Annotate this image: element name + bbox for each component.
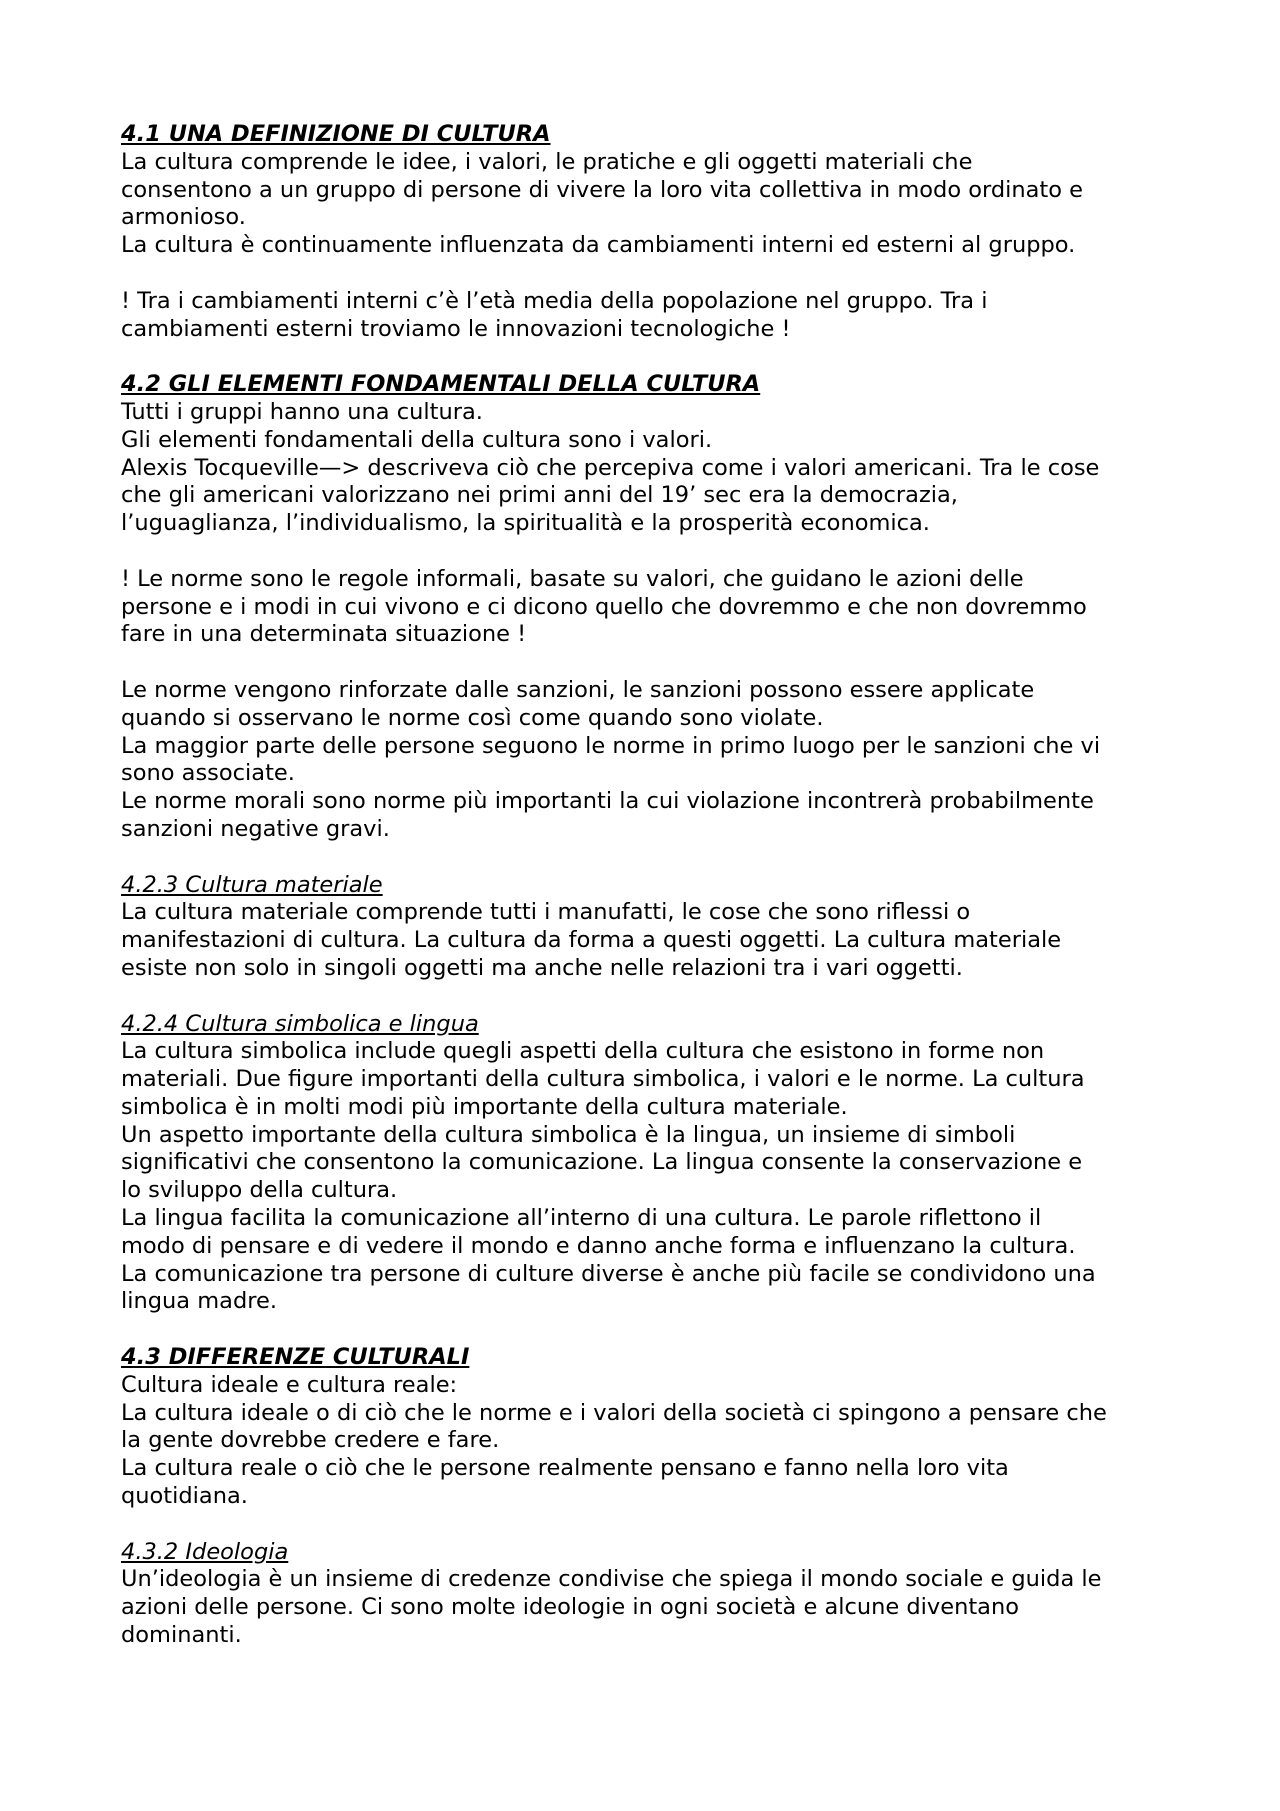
- spacer: [121, 983, 1181, 1011]
- paragraph-4-2-3: La cultura materiale comprende tutti i manufatti, le cose che sono riflessi o manifestazioni di cultura. La cultura da forma a questi oggetti. La cultura materiale esiste non solo in singoli oggetti ma anche nelle relazioni tra i vari oggetti.: [121, 899, 1062, 981]
- paragraph-4-2-values: Tutti i gruppi hanno una cultura. Gli elementi fondamentali della cultura sono i valori. Alexis Tocqueville—> descriveva ciò che percepiva come i valori americani. Tra le cose che gli americani valorizzano nei primi anni del 19’ sec era la democrazia, l’uguaglianza, l’individualismo, la spiritualità e la prosperità economica.: [121, 398, 1100, 537]
- spacer: [121, 1316, 1181, 1344]
- paragraph-4-2-4: La cultura simbolica include quegli aspetti della cultura che esistono in forme non materiali. Due figure importanti della cultura simbolica, i valori e le norme. La cultura simbolica è in molti modi più importante della cultura materiale. Un aspetto importante della cultura simbolica è la lingua, un insieme di simboli significativi che consentono la comunicazione. La lingua consente la conservazione e lo sviluppo della cultura. La lingua facilita la comunicazione all’interno di una cultura. Le parole riflettono il modo di pensare e di vedere il mondo e danno anche forma e influenzano la cultura. La comunicazione tra persone di culture diverse è anche più facile se condividono una lingua madre.: [121, 1038, 1096, 1315]
- spacer: [121, 1511, 1181, 1539]
- document-content: [121, 121, 1181, 1650]
- heading-4-3-2: 4.3.2 Ideologia: [121, 1538, 289, 1565]
- paragraph-4-2-sanctions: Le norme vengono rinforzate dalle sanzioni, le sanzioni possono essere applicate quando si osservano le norme così come quando sono violate. La maggior parte delle persone seguono le norme in primo luogo per le sanzioni che vi sono associate. Le norme morali sono norme più importanti la cui violazione incontrerà probabilmente sanzioni negative gravi.: [121, 676, 1101, 842]
- heading-4-2-3: 4.2.3 Cultura materiale: [121, 871, 383, 898]
- spacer: [121, 260, 1181, 288]
- paragraph-4-2-note: ! Le norme sono le regole informali, basate su valori, che guidano le azioni delle persone e i modi in cui vivono e ci dicono quello che dovremmo e che non dovremmo fare in una determinata situazione !: [121, 565, 1087, 648]
- spacer: [121, 538, 1181, 566]
- spacer: [121, 343, 1181, 371]
- paragraph-4-3: Cultura ideale e cultura reale: La cultura ideale o di ciò che le norme e i valori della società ci spingono a pensare che la gente dovrebbe credere e fare. La cultura reale o ciò che le persone realmente pensano e fanno nella loro vita quotidiana.: [121, 1371, 1107, 1510]
- paragraph-4-1-note: ! Tra i cambiamenti interni c’è l’età media della popolazione nel gruppo. Tra i cambiamenti esterni troviamo le innovazioni tecnologiche !: [121, 287, 988, 342]
- heading-4-3: 4.3 DIFFERENZE CULTURALI: [121, 1344, 470, 1371]
- spacer: [121, 844, 1181, 872]
- heading-4-1: 4.1 UNA DEFINIZIONE DI CULTURA: [121, 121, 551, 147]
- heading-4-2-4: 4.2.4 Cultura simbolica e lingua: [121, 1010, 479, 1037]
- spacer: [121, 649, 1181, 677]
- paragraph-4-1-definition: La cultura comprende le idee, i valori, le pratiche e gli oggetti materiali che consentono a un gruppo di persone di vivere la loro vita collettiva in modo ordinato e armonioso. La cultura è continuamente influenzata da cambiamenti interni ed esterni al gruppo.: [121, 148, 1084, 259]
- paragraph-4-3-2: Un’ideologia è un insieme di credenze condivise che spiega il mondo sociale e guida le azioni delle persone. Ci sono molte ideologie in ogni società e alcune diventano dominanti.: [121, 1566, 1102, 1649]
- heading-4-2: 4.2 GLI ELEMENTI FONDAMENTALI DELLA CULTURA: [121, 371, 761, 398]
